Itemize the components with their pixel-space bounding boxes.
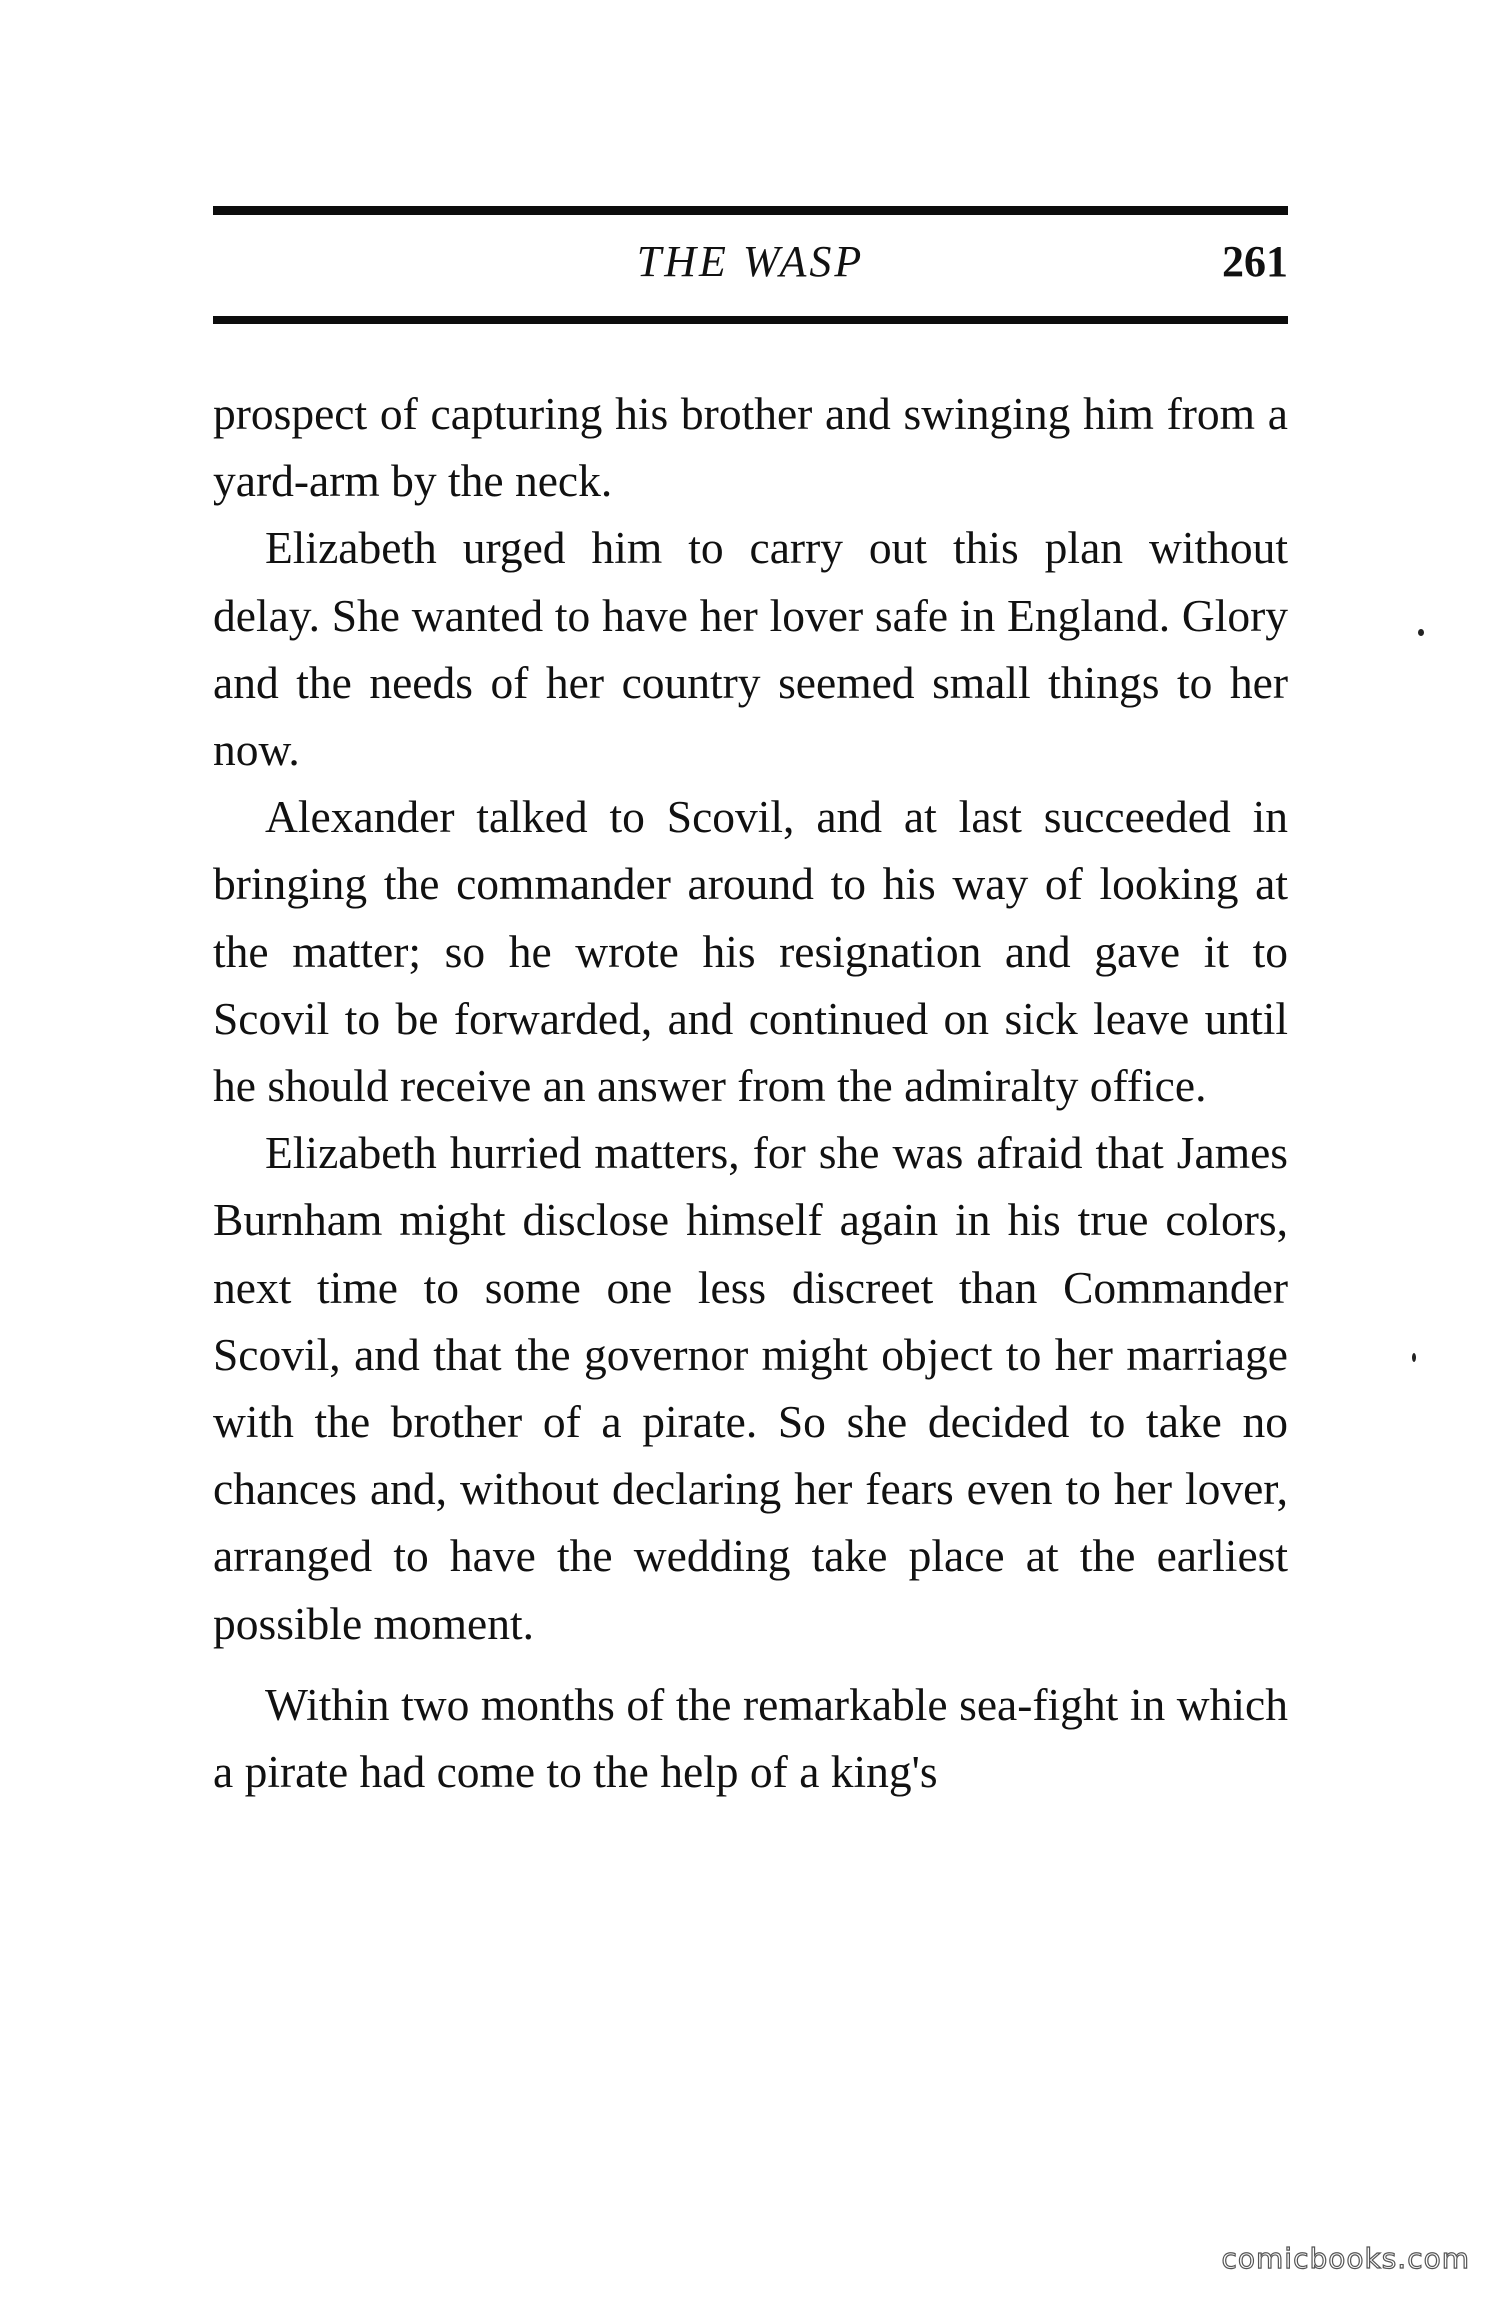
paragraph-continued: prospect of capturing his brother and swinging him from a yard-arm by the neck. [213,388,1288,507]
paragraph: Alexander talked to Scovil, and at last succeeded in bringing the commander around to his way of looking at the matter; so he wrote his resignation and gave it to Scovil to be forwarded, and continued on sick leave until he should receive an answer from the admiralty office. [213,791,1288,1112]
paragraph: Elizabeth urged him to carry out this plan without delay. She wanted to have her lover safe in England. Glory and the needs of her country seemed small things to her now. [213,522,1288,776]
ink-speck [1418,629,1424,636]
paragraph: Within two months of the remarkable sea-fight in which a pirate had come to the help of a king's [213,1678,1288,1798]
header-rule-bottom [213,316,1288,324]
body-text [213,380,1288,1805]
paragraph: Elizabeth hurried matters, for she was afraid that James Burnham might disclose himself again in his true colors, next time to some one less discreet than Commander Scovil, and that the governor might object to her marriage with the brother of a pirate. So she decided to take no chances and, without declaring her fears even to her lover, arranged to have the wedding take place at the earliest possible moment. [213,1127,1288,1649]
ink-speck [1412,1353,1416,1362]
page-number: 261 [1222,237,1288,286]
running-title: THE WASP [636,237,865,286]
header-rule-top [213,206,1288,215]
running-head [213,232,1288,292]
watermark: comicbooks.com [1221,2242,1470,2275]
